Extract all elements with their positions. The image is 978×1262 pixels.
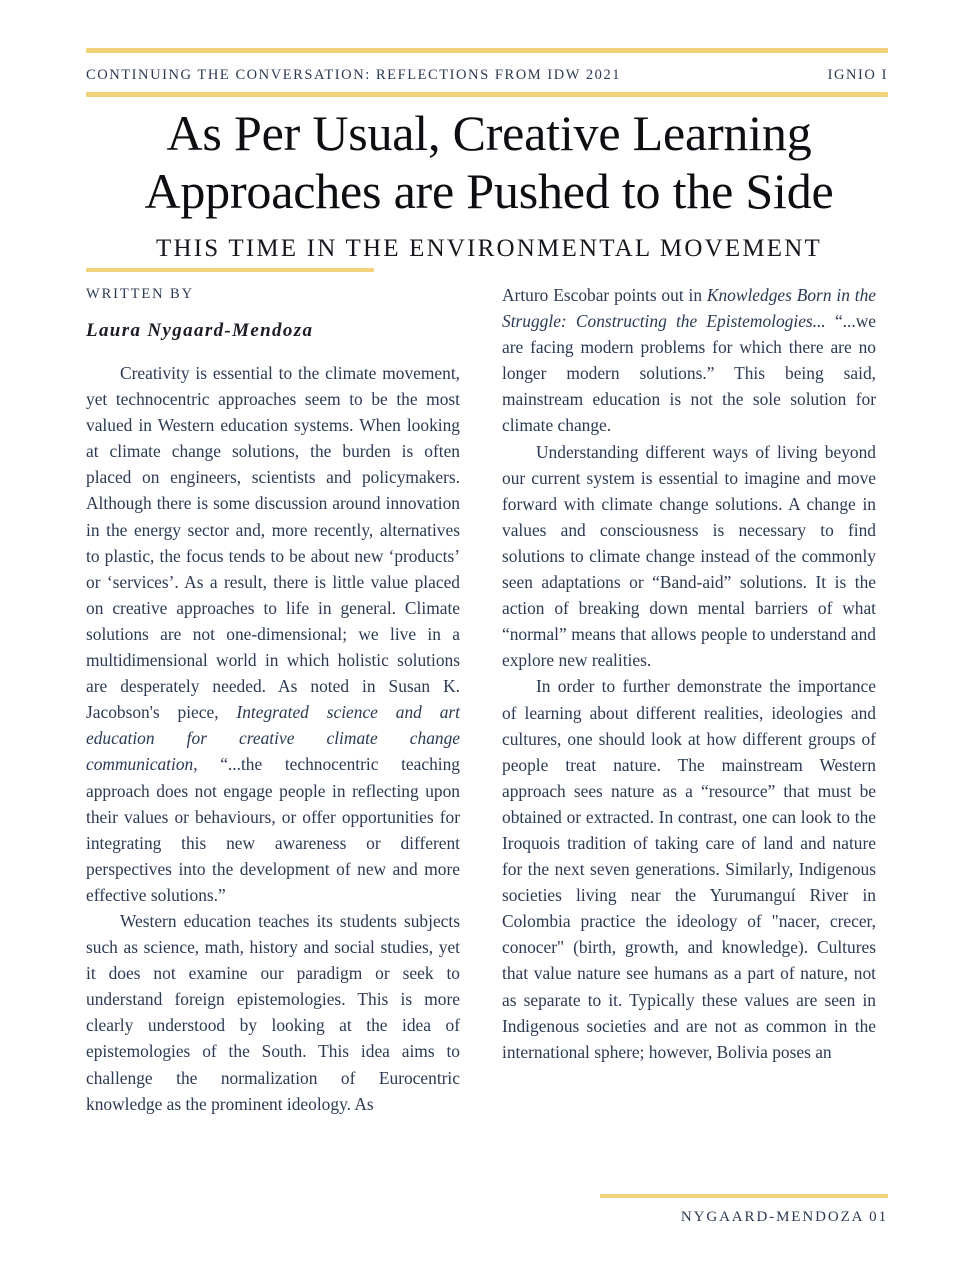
title-block: [60, 104, 918, 266]
footer: [600, 1208, 888, 1226]
paragraph: [86, 360, 460, 908]
paragraph: Understanding different ways of living beyond our current system is essential to imagine and move forward with climate change solutions. A change in values and consciousness is necessary to find solutions to climate change instead of the commonly seen adaptations or “Band-aid” solutions. It is the action of breaking down mental barriers of what “normal” means that allows people to understand and explore new realities.: [502, 441, 876, 671]
title-line-1: As Per Usual, Creative Learning: [166, 105, 812, 161]
byline: [86, 286, 466, 342]
paragraph: Western education teaches its students subjects such as science, math, history and social studies, yet it does not examine our paradigm or seek to understand foreign epistemologies. This is more clearly understood by looking at the idea of epistemologies of the South. This idea aims to challenge the normalization of Eurocentric knowledge as the prominent ideology. As: [86, 910, 460, 1114]
byline-label: WRITTEN BY: [86, 286, 194, 302]
paragraph: [502, 282, 876, 439]
byline-author-name: Laura Nygaard-Mendoza: [86, 320, 314, 341]
paragraph-text-run: Creativity is essential to the climate movement, yet technocentric approaches seem to be the most valued in Western education systems. When looking at climate change solutions, the burden is often placed on engineers, scientists and policymakers. Although there is some discussion around innovation in the energy sector and, more recently, alternatives to plastic, the focus tends to be about new ‘products’ or ‘services’. As a result, there is little value placed on creative approaches to life in general. Climate solutions are not one-dimensional; we live in a multidimensional world in which holistic solutions are desperately needed. As noted in Susan K. Jacobson's piece,: [86, 363, 460, 723]
cited-work-title: Knowledges Born in the Struggle: Constructing the Epistemologies...: [502, 285, 876, 332]
page-title: [60, 104, 918, 220]
paragraph-text-run: Arturo Escobar points out in: [502, 285, 707, 305]
body-column-left: [86, 360, 460, 1117]
masthead-publication-title: CONTINUING THE CONVERSATION: REFLECTIONS FROM IDW 2021: [86, 66, 622, 83]
footer-rule: [600, 1194, 888, 1198]
body-column-right: [502, 282, 876, 1065]
footer-page-label: NYGAARD-MENDOZA 01: [680, 1209, 888, 1225]
masthead-rule-bottom: [86, 92, 888, 97]
masthead: [86, 60, 888, 90]
title-line-2: Approaches are Pushed to the Side: [144, 163, 834, 219]
paragraph-text-run: “...we are facing modern problems for which there are no longer modern solutions.” This being said, mainstream education is not the sole solution for climate change.: [502, 311, 876, 436]
page-subtitle: THIS TIME IN THE ENVIRONMENTAL MOVEMENT: [156, 235, 822, 262]
masthead-issue-label: IGNIO I: [827, 66, 888, 83]
paragraph-text-run: , “...the technocentric teaching approach does not engage people in reflecting upon their values or behaviours, or offer opportunities for integrating this new awareness or different perspectives into the development of new and more effective solutions.”: [86, 754, 460, 905]
masthead-rule-top: [86, 48, 888, 53]
byline-rule: [86, 268, 374, 272]
cited-work-title: Integrated science and art education for creative climate change communication: [86, 702, 460, 775]
paragraph: In order to further demonstrate the importance of learning about different realities, ideologies and cultures, one should look at how different groups of people treat nature. The mainstream Western approach sees nature as a “resource” that must be obtained or extracted. In contrast, one can look to the Iroquois tradition of taking care of land and nature for the next seven generations. Similarly, Indigenous societies living near the Yurumanguí River in Colombia practice the ideology of "nacer, crecer, conocer" (birth, growth, and knowledge). Cultures that value nature see humans as a part of nature, not as separate to it. Typically these values are seen in Indigenous societies and are not as common in the international sphere; however, Bolivia poses an: [502, 676, 876, 1062]
